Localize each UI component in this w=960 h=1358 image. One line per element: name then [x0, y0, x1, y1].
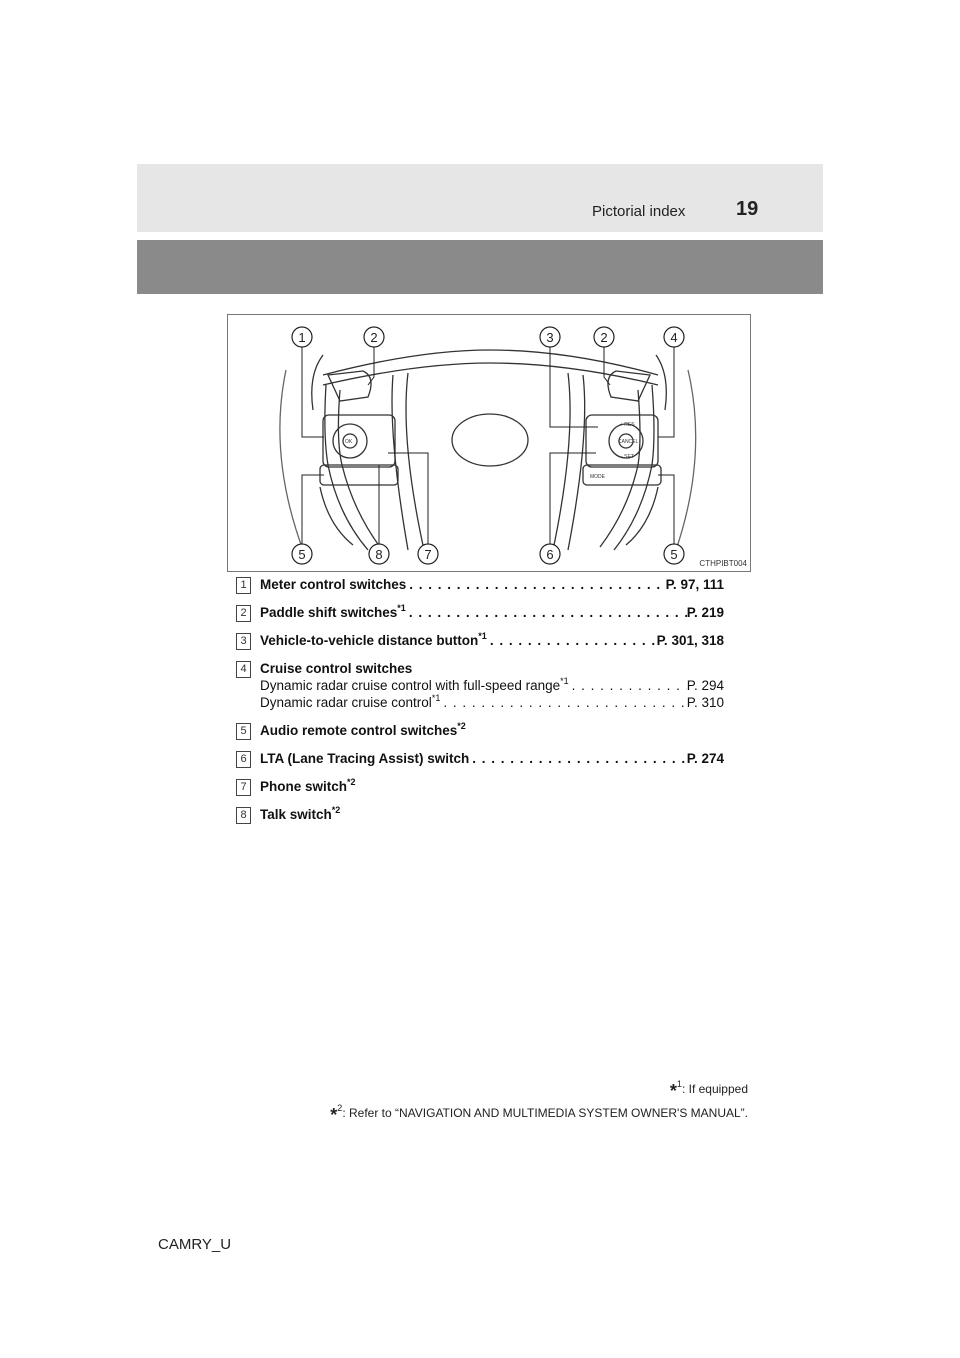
section-bar — [137, 240, 823, 294]
manual-code: CAMRY_U — [158, 1236, 232, 1253]
legend-item — [236, 604, 724, 621]
legend-number: 6 — [236, 751, 251, 768]
legend-item — [236, 722, 724, 739]
legend-label: Talk switch — [260, 807, 332, 822]
figure-code: CTHPIBT004 — [699, 559, 747, 568]
steering-wheel-illustration — [228, 315, 750, 571]
footnotes — [330, 1078, 748, 1126]
callout-bottom-1: 5 — [298, 547, 306, 562]
callout-top-4: 2 — [600, 330, 608, 345]
footnote-marker: *2 — [457, 721, 466, 731]
callout-top-2: 2 — [370, 330, 378, 345]
legend-label: Vehicle-to-vehicle distance button — [260, 633, 479, 648]
legend-sublabel: Dynamic radar cruise control — [260, 695, 432, 710]
footnote — [330, 1078, 748, 1102]
legend-number: 2 — [236, 605, 251, 622]
footnote-marker: *1 — [478, 631, 487, 641]
footnote-marker: *1 — [397, 603, 406, 613]
footnote-star: * — [669, 1081, 677, 1101]
legend-item — [236, 632, 724, 649]
legend-label: Audio remote control switches — [260, 723, 458, 738]
footnote-marker: *2 — [347, 777, 356, 787]
legend-item — [236, 778, 724, 795]
page-reference: P. 301, 318 — [656, 633, 724, 648]
legend-label: Cruise control switches — [260, 661, 413, 676]
legend-label: Meter control switches — [260, 577, 407, 592]
callout-bottom-2: 8 — [375, 547, 383, 562]
legend-item — [236, 750, 724, 767]
footnote-number: 2 — [337, 1103, 343, 1113]
legend-label: LTA (Lane Tracing Assist) switch — [260, 751, 470, 766]
footnote-number: 1 — [676, 1079, 682, 1089]
footnote-marker: *1 — [560, 676, 569, 686]
legend-item — [236, 576, 724, 593]
legend-label: Paddle shift switches — [260, 605, 398, 620]
footnote-text: : If equipped — [681, 1082, 748, 1096]
legend-number: 4 — [236, 661, 251, 678]
legend-number: 3 — [236, 633, 251, 650]
page-reference: P. 274 — [686, 751, 724, 766]
mode-button-label: MODE — [590, 474, 605, 480]
legend-number: 5 — [236, 723, 251, 740]
steering-wheel-figure — [227, 314, 751, 572]
footnote-marker: *1 — [431, 693, 441, 703]
page-reference: P. 310 — [686, 695, 724, 710]
callout-bottom-3: 7 — [424, 547, 432, 562]
callout-bottom-5: 5 — [670, 547, 678, 562]
legend-label: Phone switch — [260, 779, 348, 794]
page-title: Pictorial index — [592, 203, 686, 220]
legend-sublabel: Dynamic radar cruise control with full-speed range — [260, 678, 561, 693]
callout-bottom-4: 6 — [546, 547, 554, 562]
callout-top-3: 3 — [546, 330, 554, 345]
legend-item — [236, 806, 724, 823]
legend-number: 8 — [236, 807, 251, 824]
page-reference: P. 294 — [686, 678, 724, 693]
footnote-text: : Refer to “NAVIGATION AND MULTIMEDIA SYSTEM OWNER'S MANUAL”. — [342, 1106, 748, 1120]
footnote-star: * — [330, 1105, 338, 1125]
set-button-label: – SET — [620, 454, 634, 460]
legend-item — [236, 660, 724, 711]
page-number: 19 — [736, 198, 759, 220]
res-button-label: + RES — [620, 422, 635, 428]
ok-button-label: OK — [345, 439, 353, 445]
legend-number: 1 — [236, 577, 251, 594]
legend-number: 7 — [236, 779, 251, 796]
footnote — [330, 1102, 748, 1126]
page-reference: P. 97, 111 — [665, 577, 724, 592]
callout-top-5: 4 — [670, 330, 678, 345]
legend-list — [236, 576, 724, 834]
header-band — [137, 164, 823, 232]
cancel-button-label: CANCEL — [618, 439, 639, 445]
callout-top-1: 1 — [298, 330, 306, 345]
footnote-marker: *2 — [331, 805, 341, 815]
page-reference: P. 219 — [686, 605, 724, 620]
